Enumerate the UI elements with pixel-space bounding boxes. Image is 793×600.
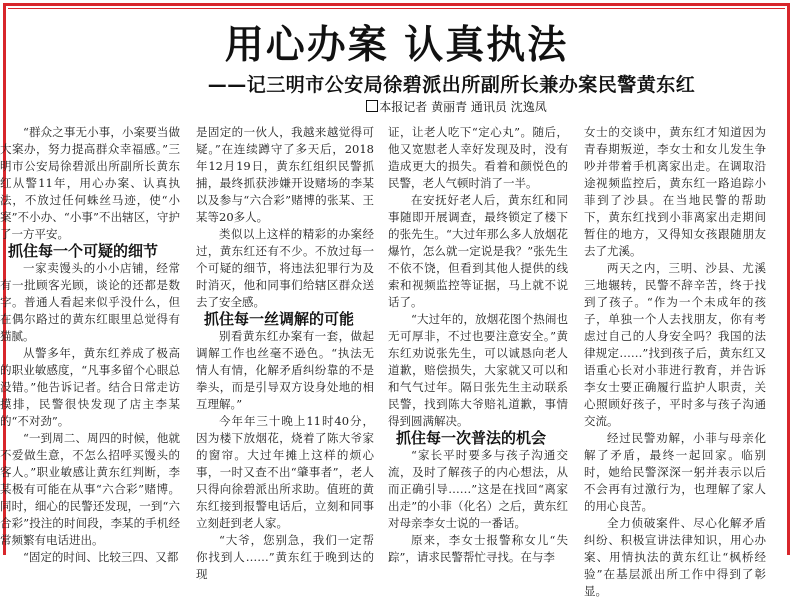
article-headline: 用心办案 认真执法 xyxy=(224,23,569,68)
paragraph: 类似以上这样的精彩的办案经过，黄东红还有不少。不放过每一个可疑的细节，将违法犯罪行为及时消灭，他和同事们给辖区群众送去了安全感。 xyxy=(196,227,374,309)
section-heading: 抓住每一个可疑的细节 xyxy=(8,242,159,260)
section-heading: 抓住每一次普法的机会 xyxy=(396,429,547,447)
paragraph: “家长平时要多与孩子沟通交流，及时了解孩子的内心想法，从而正确引导……”这是在找回“离家出走”的小菲（化名）之后，黄东红对母亲李女士说的一番话。 xyxy=(388,448,568,530)
paragraph: “大爷，您别急，我们一定帮你找到人……”黄东红于晚到达的现 xyxy=(196,533,374,581)
paragraph: “固定的时间、比较三四、又都 xyxy=(23,550,179,564)
paragraph: “群众之事无小事，小案要当做大案办，努力提高群众幸福感。”三明市公安局徐碧派出所副所长黄东红从警11年，用心办案、认真执法，不放过任何蛛丝马迹，使“小案”不小办、“小事”不出辖区，守护了一方平安。 xyxy=(0,125,180,241)
paragraph: 一家卖馒头的小小店铺，经常有一批顾客光顾，谈论的还都是数字。普通人看起来似乎没什么，但在偶尔路过的黄东红眼里总觉得有猫腻。 xyxy=(0,261,180,343)
paragraph: 今年年三十晚上11时40分，因为楼下放烟花，烧着了陈大爷家的窗帘。大过年摊上这样的烦心事，一时又查不出“肇事者”，老人只得向徐碧派出所求助。值班的黄东红接到报警电话后，立刻和同事立刻赶到老人家。 xyxy=(196,414,374,530)
paragraph: 经过民警劝解，小菲与母亲化解了矛盾，最终一起回家。临别时，她给民警深深一躬并表示以后不会再有过激行为，也理解了家人的用心良苦。 xyxy=(584,431,766,513)
section-heading: 抓住每一丝调解的可能 xyxy=(204,310,355,328)
paragraph: 两天之内，三明、沙县、尤溪三地辗转，民警不辞辛苦，终于找到了孩子。“作为一个未成年的孩子，单独一个人去找朋友，你有考虑过自己的人身安全吗？我国的法律规定……”找到孩子后，黄东红又语重心长对小菲进行教育，并告诉李女士要正确履行监护人职责，关心照顾好孩子，平时多与孩子沟通交流。 xyxy=(584,261,766,428)
paragraph: 别看黄东红办案有一套，做起调解工作也丝毫不逊色。“执法无情人有情，化解矛盾纠纷靠的不是拳头，而是引导双方设身处地的相互理解。” xyxy=(196,329,374,411)
top-rule xyxy=(8,8,785,9)
paragraph: 女士的交谈中，黄东红才知道因为青春期叛逆，李女士和女儿发生争吵并带着手机离家出走。在调取沿途视频监控后，黄东红一路追踪小菲到了沙县。在当地民警的帮助下，黄东红找到小菲离家出走期间暂住的地方，又得知女孩跟随朋友去了尤溪。 xyxy=(584,125,766,258)
article-byline xyxy=(0,98,793,115)
paragraph: 证，让老人吃下“定心丸”。随后，他又宽慰老人幸好发现及时，没有造成更大的损失。看着和颜悦色的民警，老人气顿时消了一半。 xyxy=(388,125,568,190)
column-3 xyxy=(388,124,568,564)
byline-box-icon xyxy=(366,100,378,112)
column-2 xyxy=(196,124,374,581)
byline-text: 本报记者 黄丽青 通讯员 沈逸凤 xyxy=(379,100,547,114)
paragraph: 原来，李女士报警称女儿“失踪”，请求民警帮忙寻找。在与李 xyxy=(388,533,568,564)
paragraph: “大过年的，放烟花图个热闹也无可厚非，不过也要注意安全。”黄东红劝说张先生，可以诚恳向老人道歉，赔偿损失，大家就又可以和和气气过年。隔日张先生主动联系民警，找到陈大爷赔礼道歉，事情得到圆满解决。 xyxy=(388,312,568,428)
paragraph: 从警多年，黄东红养成了极高的职业敏感度，“凡事多留个心眼总没错。”他告诉记者。结合日常走访摸排，民警很快发现了店主李某的“不对劲”。 xyxy=(0,346,180,428)
paragraph: 是固定的一伙人，我越来越觉得可疑。”在连续蹲守了多天后，2018年12月19日，黄东红组织民警抓捕，最终抓获涉嫌开设赌场的李某以及参与“六合彩”赌博的张某、王某等20多人。 xyxy=(196,125,374,224)
paragraph: 全力侦破案件、尽心化解矛盾纠纷、积极宣讲法律知识，用心办案、用情执法的黄东红让“枫桥经验”在基层派出所工作中得到了彰显。 xyxy=(584,516,766,598)
paragraph: “一到周二、周四的时候，他就不爱做生意，不怎么招呼买馒头的客人。”职业敏感让黄东红判断，李某极有可能在从事“六合彩”赌博。同时，细心的民警还发现，一到“六合彩”投注的时间段，李某的手机经常频繁有电话进出。 xyxy=(0,431,180,547)
column-1 xyxy=(0,124,180,564)
paragraph: 在安抚好老人后，黄东红和同事随即开展调查，最终锁定了楼下的张先生。“大过年那么多人放烟花爆竹，怎么就一定说是我？”张先生不依不饶，但看到其他人提供的线索和视频监控等证据，马上就不说话了。 xyxy=(388,193,568,309)
column-4 xyxy=(584,124,766,598)
article-subhead: ——记三明市公安局徐碧派出所副所长兼办案民警黄东红 xyxy=(207,74,696,96)
